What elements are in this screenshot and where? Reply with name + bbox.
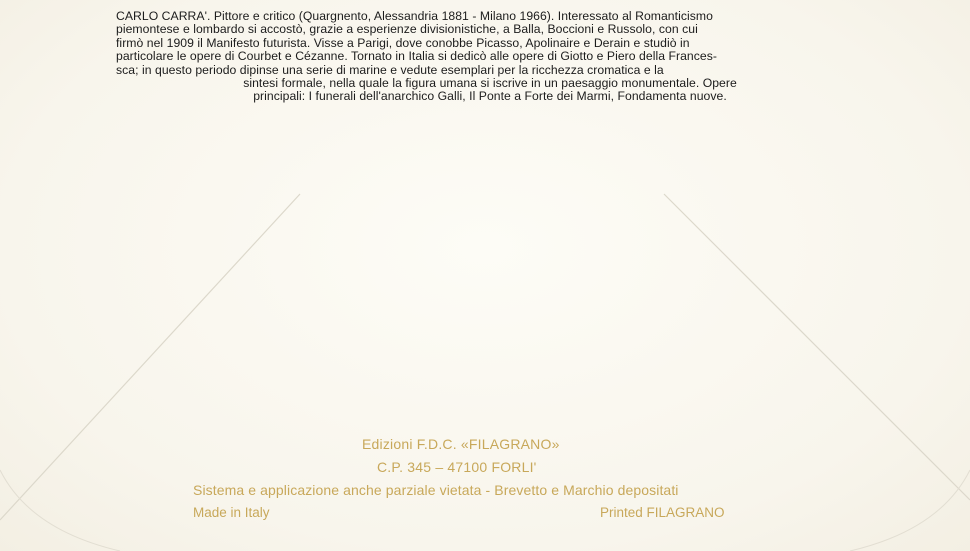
- publisher-name: Edizioni F.D.C. «FILAGRANO»: [362, 436, 560, 452]
- printer-credit: Printed FILAGRANO: [600, 505, 725, 520]
- left-flap-crease: [0, 194, 300, 520]
- made-in-italy: Made in Italy: [193, 505, 270, 520]
- biography-line: sca; in questo periodo dipinse una serie di marine e vedute esemplari per la ricchezza cromatica e la: [116, 63, 664, 77]
- biography-line: firmò nel 1909 il Manifesto futurista. Visse a Parigi, dove conobbe Picasso, Apolinaire e Derain e studiò in: [116, 36, 690, 50]
- right-flap-crease: [664, 194, 970, 500]
- artist-biography: [116, 10, 864, 104]
- biography-line: particolare le opere di Courbet e Cézanne. Tornato in Italia si dedicò alle opere di Giotto e Piero della Frances-: [116, 50, 717, 64]
- biography-line: principali: I funerali dell'anarchico Galli, Il Ponte a Forte dei Marmi, Fondamenta nuove.: [253, 90, 727, 104]
- patent-notice: Sistema e applicazione anche parziale vietata - Brevetto e Marchio depositati: [193, 482, 679, 498]
- biography-line: CARLO CARRA'. Pittore e critico (Quargnento, Alessandria 1881 - Milano 1966). Interessato al Romanticismo: [116, 10, 713, 23]
- bottom-left-flap-curve: [0, 470, 120, 551]
- biography-line: sintesi formale, nella quale la figura umana si iscrive in un paesaggio monumentale. Opere: [243, 77, 737, 91]
- publisher-address: C.P. 345 – 47100 FORLI': [377, 459, 537, 475]
- biography-line: piemontese e lombardo si accostò, grazie a esperienze divisionistiche, a Balla, Boccioni e Russolo, con cui: [116, 23, 698, 37]
